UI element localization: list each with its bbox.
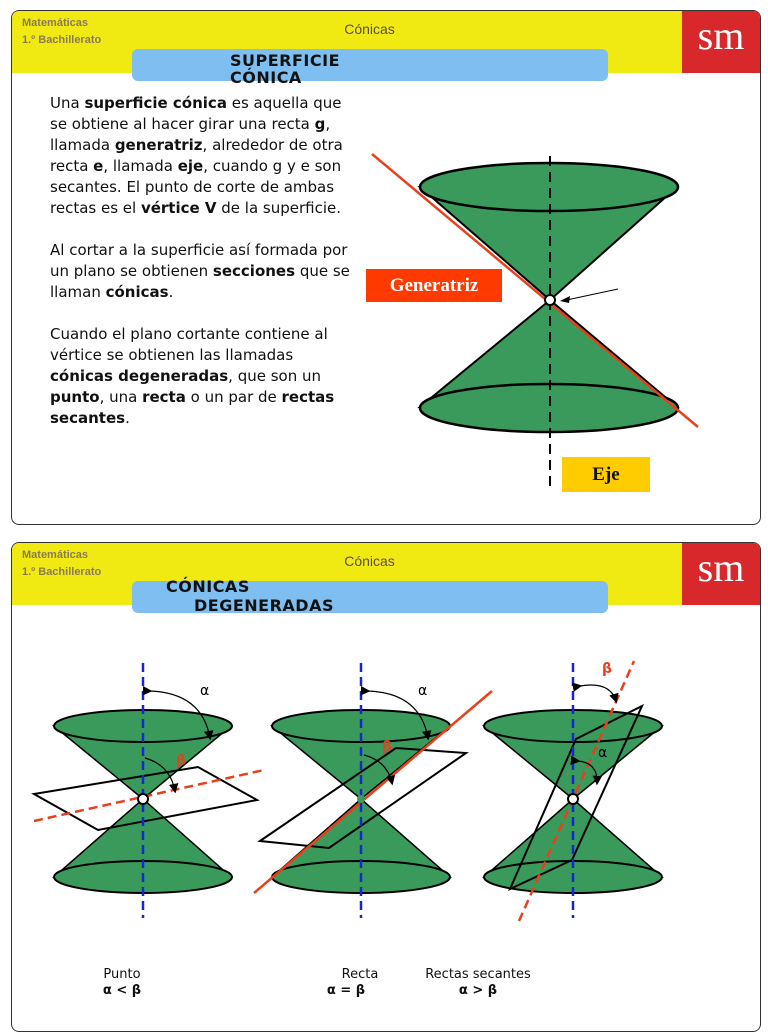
course-line: 1.º Bachillerato [22, 34, 102, 46]
subject-line: Matemáticas [22, 17, 89, 29]
beta-arc [580, 685, 616, 701]
cone-punto [34, 663, 264, 918]
alpha-label: α [418, 683, 428, 699]
degenerate-conics-diagram [12, 543, 761, 1032]
cone-rectas-secantes [484, 661, 662, 921]
course-line: 1.º Bachillerato [22, 566, 102, 578]
caption-relation: α > β [458, 983, 498, 998]
alpha-label: α [598, 745, 608, 761]
beta-label: β [382, 739, 393, 755]
heading-line-2: DEGENERADAS [194, 596, 334, 615]
slide-conicas-degeneradas [11, 542, 761, 1032]
caption-recta [294, 967, 398, 999]
vertex-point [138, 794, 148, 804]
caption-relation: α < β [102, 983, 142, 998]
paragraph-definition: Una superficie cónica es aquella que se obtiene al hacer girar una recta g, llamada generatriz, alrededor de otra recta e, llamada eje, cuando g y e son secantes. El punto de corte de ambas rectas es el vértice V de la superficie. [50, 94, 343, 217]
beta-label: β [602, 661, 613, 677]
generatriz-label: Generatriz [366, 269, 502, 302]
heading-line-1: CÓNICAS [166, 577, 250, 596]
upper-base-ellipse [420, 163, 678, 211]
caption-punto [74, 967, 170, 999]
paragraph-degenerate: Cuando el plano cortante contiene al vértice se obtienen las llamadas cónicas degeneradas, que son un punto, una recta o un par de rectas secantes. [50, 325, 335, 427]
subject-line: Matemáticas [22, 549, 89, 561]
vertex-arrow [562, 289, 618, 301]
vertex-point [357, 795, 365, 803]
caption-name: Punto [103, 967, 141, 982]
caption-rectas-secantes [408, 967, 548, 999]
beta-label: β [176, 753, 187, 769]
eje-label: Eje [562, 457, 650, 492]
alpha-label: α [200, 683, 210, 699]
header-title: Cónicas [344, 553, 395, 569]
heading-line-1: SUPERFICIE [230, 51, 340, 70]
caption-name: Recta [341, 967, 379, 982]
arrow-head-icon [560, 296, 570, 303]
sm-logo: sm [682, 543, 760, 605]
caption-name: Rectas secantes [425, 967, 531, 982]
vertex-point [545, 295, 555, 305]
cone-recta [254, 663, 492, 918]
lower-base-ellipse [420, 384, 678, 432]
paragraph-sections: Al cortar a la superficie así formada por un plano se obtienen secciones que se llaman cónicas. [50, 241, 350, 301]
cone-diagram [12, 11, 761, 525]
vertex-point [568, 794, 578, 804]
heading-line-2: CÓNICA [230, 68, 302, 87]
caption-relation: α = β [326, 983, 366, 998]
slide-superficie-conica [11, 10, 761, 525]
sm-logo: sm [682, 11, 760, 73]
header-title: Cónicas [344, 21, 395, 37]
